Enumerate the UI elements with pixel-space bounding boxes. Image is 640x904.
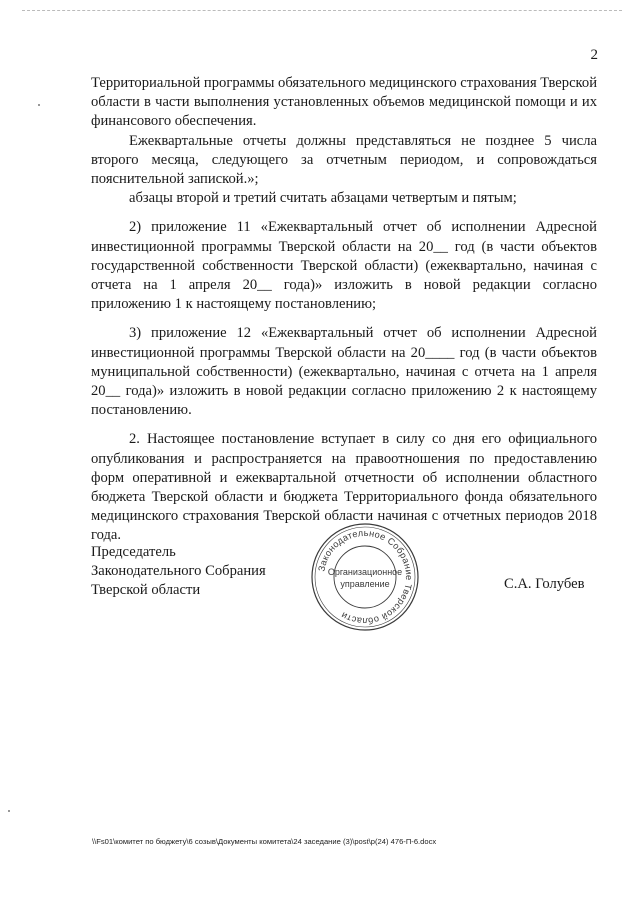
scan-speck: [8, 810, 10, 812]
signatory-name: С.А. Голубев: [504, 576, 585, 592]
signatory-title-line: Тверской области: [91, 582, 201, 599]
footer-file-path: \\Fs01\комитет по бюджету\6 созыв\Документы комитета\24 заседание (3)\post\p(24) 476-П-6.docx: [92, 837, 437, 846]
paragraph-effective-date: 2. Настоящее постановление вступает в силу со дня его официального опубликования и распространяется на правоотношения по предоставлению форм оперативной и ежеквартальной отчетности об исполнении областного бюджета Тверской области и бюджета Территориального фонда обязательного медицинского страхования Тверской области начиная с отчетных периодов 2018 года.: [91, 431, 597, 544]
body-text: [91, 74, 597, 546]
stamp-outer-ring: [312, 524, 418, 630]
signatory-title-line: Законодательного Собрания: [91, 563, 266, 580]
page-number: 2: [590, 47, 598, 63]
stamp-center-line-1: Организационное: [327, 567, 403, 577]
paragraph-renumber: абзацы второй и третий считать абзацами четвертым и пятым;: [129, 190, 517, 207]
paragraph-quarterly-reports: Ежеквартальные отчеты должны представляться не позднее 5 числа второго месяца, следующего за отчетным периодом, и сопровождаться пояснительной запиской.»;: [91, 132, 597, 188]
paragraph-appendix-11: 2) приложение 11 «Ежеквартальный отчет об исполнении Адресной инвестиционной программы Тверской области на 20__ год (в части объектов государственной собственности Тверской области) (ежеквартально, начиная с отчета на 1 апреля 20__ года)» изложить в новой редакции согласно приложению 1 к настоящему постановлению;: [91, 219, 597, 313]
paragraph-continuation: Территориальной программы обязательного медицинского страхования Тверской области в части выполнения установленных объемов медицинской помощи и их финансового обеспечения.: [91, 75, 598, 130]
signatory-title-line: Председатель: [91, 544, 176, 560]
stamp-outer-ring-inner: [315, 527, 415, 627]
scan-speck: [38, 104, 40, 106]
official-stamp: [309, 521, 421, 633]
stamp-center-line-2: управление: [340, 579, 390, 589]
top-scan-edge: [22, 10, 622, 11]
paragraph-appendix-12: 3) приложение 12 «Ежеквартальный отчет об исполнении Адресной инвестиционной программы Тверской области на 20____ год (в части объектов муниципальной собственности) (ежеквартально, начиная с отчета на 1 апреля 20__ года)» изложить в новой редакции согласно приложению 2 к настоящему постановлению.: [91, 325, 597, 419]
signatory-title: [91, 543, 291, 601]
stamp-ring-text: Законодательное Собрание Тверской области: [316, 527, 415, 627]
stamp-inner-ring: [334, 546, 396, 608]
